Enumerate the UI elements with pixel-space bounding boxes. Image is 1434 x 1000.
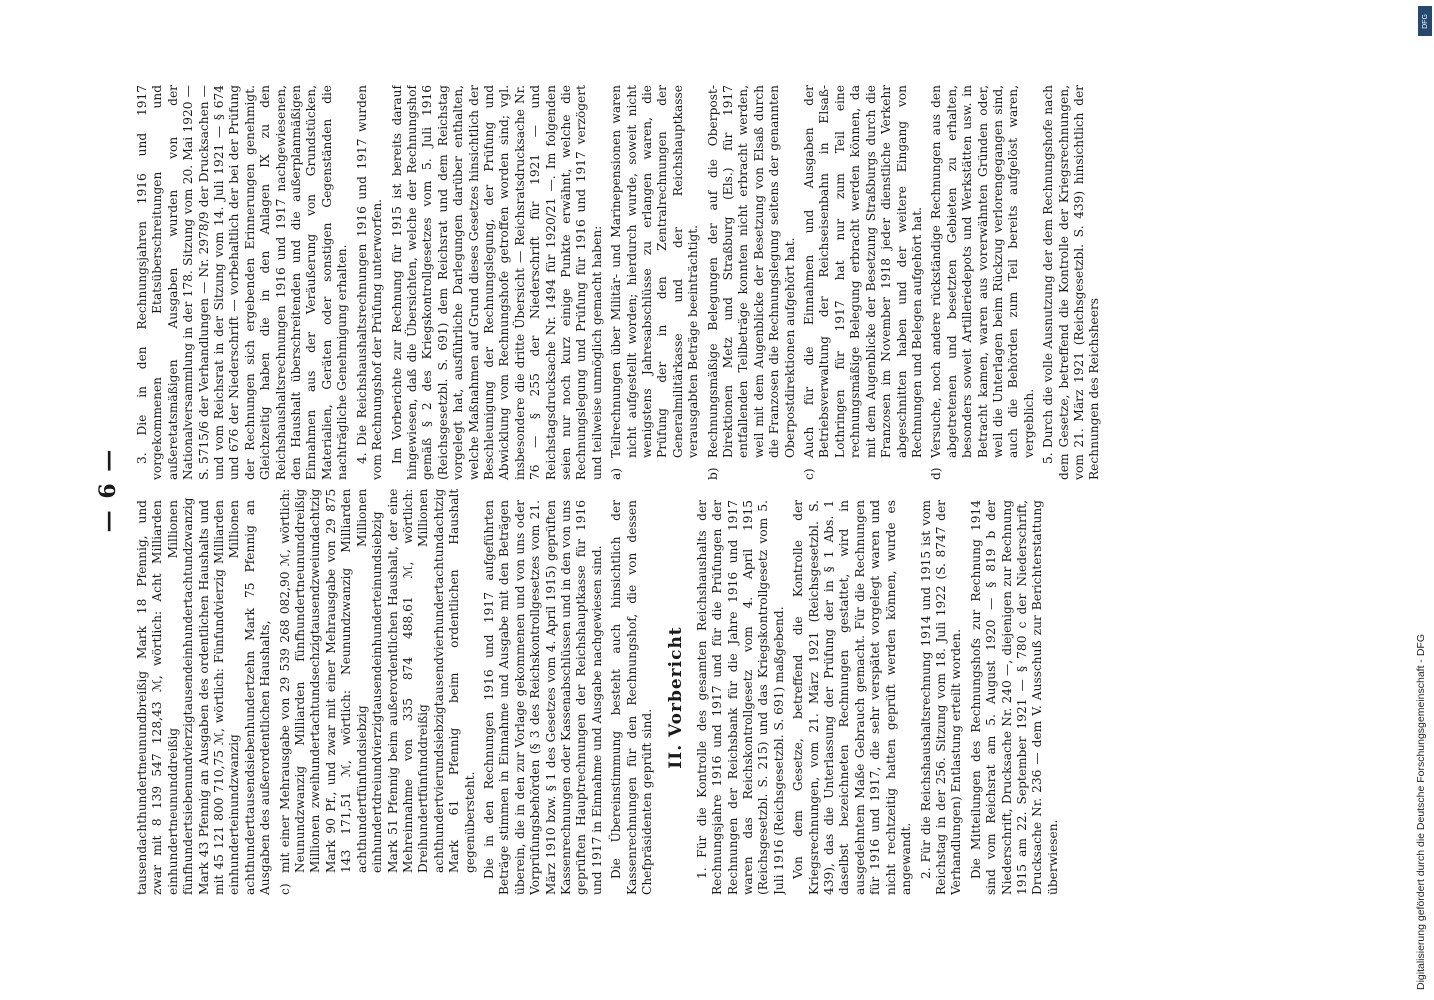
list-text: mit einer Mehrausgabe von 29 539 268 082,90 ℳ, wörtlich: Neunundzwanzig Milliarden fünfhundertneununddreißig Millionen zweihundertachtundsechzigtausendzweiundachtzig Mark 90 Pf., und zwar mit einer Mehrausgabe von 29 875 143 171,51 ℳ, wörtlich: Neunundzwanzig Milliarden achthundertfünfundsiebzig Millionen einhundertdreiundvierzigtausendeinhunderteinundsiebzig Mark 51 Pfennig beim außerordentlichen Haushalt, der eine Mehreinnahme von 335 874 488,61 ℳ, wörtlich: Dreihundertfünfunddreißig Millionen achthundertvierundsiebzigtausendvierhundertachtundachtzig Mark 61 Pfennig beim ordentlichen Haushalt gegenübersteht. <box>277 488 477 873</box>
right-column <box>135 85 1320 480</box>
sidebar-credit-text: Digitalisierung gefördert durch die Deutsche Forschungsgemeinschaft - DFG <box>1415 633 1427 990</box>
list-label: a) <box>609 467 624 480</box>
paragraph: 1. Für die Kontrolle des gesamten Reichshaushalts der Rechnungsjahre 1916 und 1917 und für die Prüfungen der Rechnungen der Reichsbank für die Jahre 1916 und 1917 waren das Reichskontrollgesetz vom 4. April 1915 (Reichsgesetzbl. S. 215) und das Kriegskontrollgesetz vom 5. Juli 1916 (Reichsgesetzbl. S. 691) maßgebend. <box>694 500 786 895</box>
digitization-sidebar <box>1408 0 1434 1000</box>
list-label: c) <box>277 883 292 895</box>
page-number: — 6 — <box>95 447 121 533</box>
dfg-logo-text: DFG <box>1421 13 1429 29</box>
rotated-page <box>95 85 1320 895</box>
paragraph: Die Mitteilungen des Rechnungshofs zur Rechnung 1914 sind vom Reichsrat am 5. August 1920 — § 819 b der Niederschrift, Drucksache Nr. 240 —, diejenigen zur Rechnung 1915 am 22. September 1921 — § 780 c der Niederschrift, Drucksache Nr. 236 — dem V. Ausschuß zur Berichterstattung überwiesen. <box>968 500 1060 895</box>
paragraph: Die in den Rechnungen 1916 und 1917 aufgeführten Beträge stimmen in Einnahme und Ausgabe mit den Beträgen überein, die in den zur Vorlage gekommenen und von uns oder Vorprüfungsbehörden (§ 3 des Reichskontrollgesetzes vom 21. März 1910 bzw. § 1 des Gesetzes vom 4. April 1915) geprüften Kassenrechnungen oder Kassenabschlüssen und in den von uns geprüften Hauptrechnungen der Reichshauptkasse für 1916 und 1917 in Einnahme und Ausgabe nachgewiesen sind. <box>481 500 604 895</box>
paragraph: 2. Für die Reichshaushaltsrechnung 1914 und 1915 ist vom Reichstag in der 256. Sitzung vom 18. Juli 1922 (S. 8747 der Verhandlungen) Entlastung erteilt worden. <box>918 500 964 895</box>
page-content <box>95 85 1320 895</box>
list-text: Auch für die Einnahmen und Ausgaben der Betriebsverwaltung der Reichseisenbahn in Elsaß-Lothringen für 1917 hat nur zum Teil eine rechnungsmäßige Belegung erbracht werden können, da mit dem Augenblicke der Besetzung Straßburgs durch die Franzosen im November 1918 jeder dienstliche Verkehr abgeschnitten haben und der weitere Eingang von Rechnungen und Belegen aufgehört hat. <box>802 85 924 458</box>
paragraph: Von dem Gesetze, betreffend die Kontrolle der Kriegsrechnungen, vom 21. März 1921 (Reichsgesetzbl. S. 439), das die Unterlassung der Prüfung der in § 1 Abs. 1 daselbst bezeichneten Rechnungen gestattet, wird in ausgedehntem Maße Gebrauch gemacht. Für die Rechnungen für 1916 und 1917, die sehr verspätet vorgelegt waren und nicht rechtzeitig hatten geprüft werden können, wurde es angewandt. <box>791 500 914 895</box>
list-item-c <box>802 85 925 480</box>
paragraph: tausendachthundertneunundbreißig Mark 18 Pfennig, und zwar mit 8 139 547 128,43 ℳ, wörtlich: Acht Milliarden einhundertneununddreißig Millionen fünfhundertsiebenundvierzigtausendeinhundertachtundzwanzig Mark 43 Pfennig an Ausgaben des ordentlichen Haushalts und mit 45 121 800 710,75 ℳ, wörtlich: Fünfundvierzig Milliarden einhunderteinundzwanzig Millionen achthunderttausendsiebenhundertzehn Mark 75 Pfennig an Ausgaben des außerordentlichen Haushalts, <box>135 497 273 895</box>
list-item-b <box>706 85 798 480</box>
paragraph: 5. Durch die volle Ausnutzung der dem Rechnungshofe nach dem Gesetze, betreffend die Kontrolle der Kriegsrechnungen, vom 21. März 1921 (Reichsgesetzbl. S. 439) hinsichtlich der Rechnungen des Reichsheers <box>1041 85 1102 480</box>
list-item-a <box>609 85 701 480</box>
paragraph: 4. Die Reichshaushaltsrechnungen 1916 und 1917 wurden vom Rechnungshof der Prüfung unterworfen. <box>354 85 385 480</box>
list-label: d) <box>929 467 944 480</box>
list-text: Rechnungsmäßige Belegungen der auf die Oberpost-Direktionen Metz und Straßburg (Els.) für 1917 entfallenden Teilbeträge konnten nicht erbracht werden, weil mit dem Augenblicke der Besetzung von Elsaß durch die Franzosen die Rechnungslegung seitens der genannten Oberpostdirektionen aufgehört hat. <box>705 85 797 458</box>
document-sheet <box>95 85 1320 895</box>
list-text: Teilrechnungen über Militär- und Marinepensionen waren nicht aufgestellt worden; hierdurch wurde, soweit nicht wenigstens Jahresabschlüsse zu erlangen waren, die Prüfung der in den Zentralrechnungen der Generalmilitärkasse und der Reichshauptkasse verausgabten Beträge beeinträchtigt. <box>609 85 701 458</box>
list-label: c) <box>802 468 817 480</box>
dfg-logo-icon <box>1418 6 1432 36</box>
left-column <box>135 488 1320 895</box>
paragraph: Im Vorberichte zur Rechnung für 1915 ist bereits darauf hingewiesen, daß die Übersichten, welche der Rechnungshof gemäß § 2 des Kriegskontrollgesetzes vom 5. Juli 1916 (Reichsgesetzbl. S. 691) dem Reichsrat und dem Reichstag vorgelegt hat, ausführliche Darlegungen darüber enthalten, welche Maßnahmen auf Grund dieses Gesetzes hinsichtlich der Beschleunigung der Rechnungslegung, der Prüfung und Abwicklung vom Rechnungshofe getroffen worden sind; vgl. insbesondere die dritte Übersicht — Reichsratsdrucksache Nr. 76 — § 255 der Niederschrift für 1921 — und Reichstagsdrucksache Nr. 1494 für 1920/21 —. Im folgenden seien nur noch kurz einige Punkte erwähnt, welche die Rechnungslegung und Prüfung für 1916 und 1917 verzögert und teilweise unmöglich gemacht haben: <box>389 85 604 480</box>
section-heading: II. Vorbericht <box>666 626 687 769</box>
list-item-d <box>929 85 1037 480</box>
paragraph: Die Übereinstimmung besteht auch hinsichtlich der Kassenrechnungen für den Rechnungshof, die von dessen Chefpräsidenten geprüft sind. <box>609 500 654 895</box>
list-label: b) <box>705 467 720 480</box>
list-text: Versuche, noch andere rückständige Rechnungen aus den abgetretenen und besetzten Gebieten zu erhalten, besonders soweit Artilleriedepots und Werkstätten usw. in Betracht kamen, waren aus vorerwähnten Gründen oder, weil die Unterlagen beim Rückzug verlorengegangen sind, auch die Behörden zum Teil bereits aufgelöst waren, vergeblich. <box>929 85 1036 458</box>
paragraph: 3. Die in den Rechnungsjahren 1916 und 1917 vorgekommenen Etatsüberschreitungen und außeretatsmäßigen Ausgaben wurden von der Nationalversammlung in der 178. Sitzung vom 20. Mai 1920 — S. 5715/6 der Verhandlungen — Nr. 2978/9 der Drucksachen — und vom Reichsrat in der Sitzung vom 14. Juli 1921 — § 674 und 676 der Niederschrift — vorbehaltlich der bei der Prüfung der Rechnungen sich ergebenden Erinnerungen genehmigt. Gleichzeitig haben die in den Anlagen IX zu den Reichshaushaltsrechnungen 1916 und 1917 nachgewiesenen, den Haushalt überschreitenden und die außerplanmäßigen Einnahmen aus der Veräußerung von Grundstücken, Materialien, Geräten oder sonstigen Gegenständen die nachträgliche Genehmigung erhalten. <box>135 85 350 480</box>
list-item-c <box>277 488 478 895</box>
